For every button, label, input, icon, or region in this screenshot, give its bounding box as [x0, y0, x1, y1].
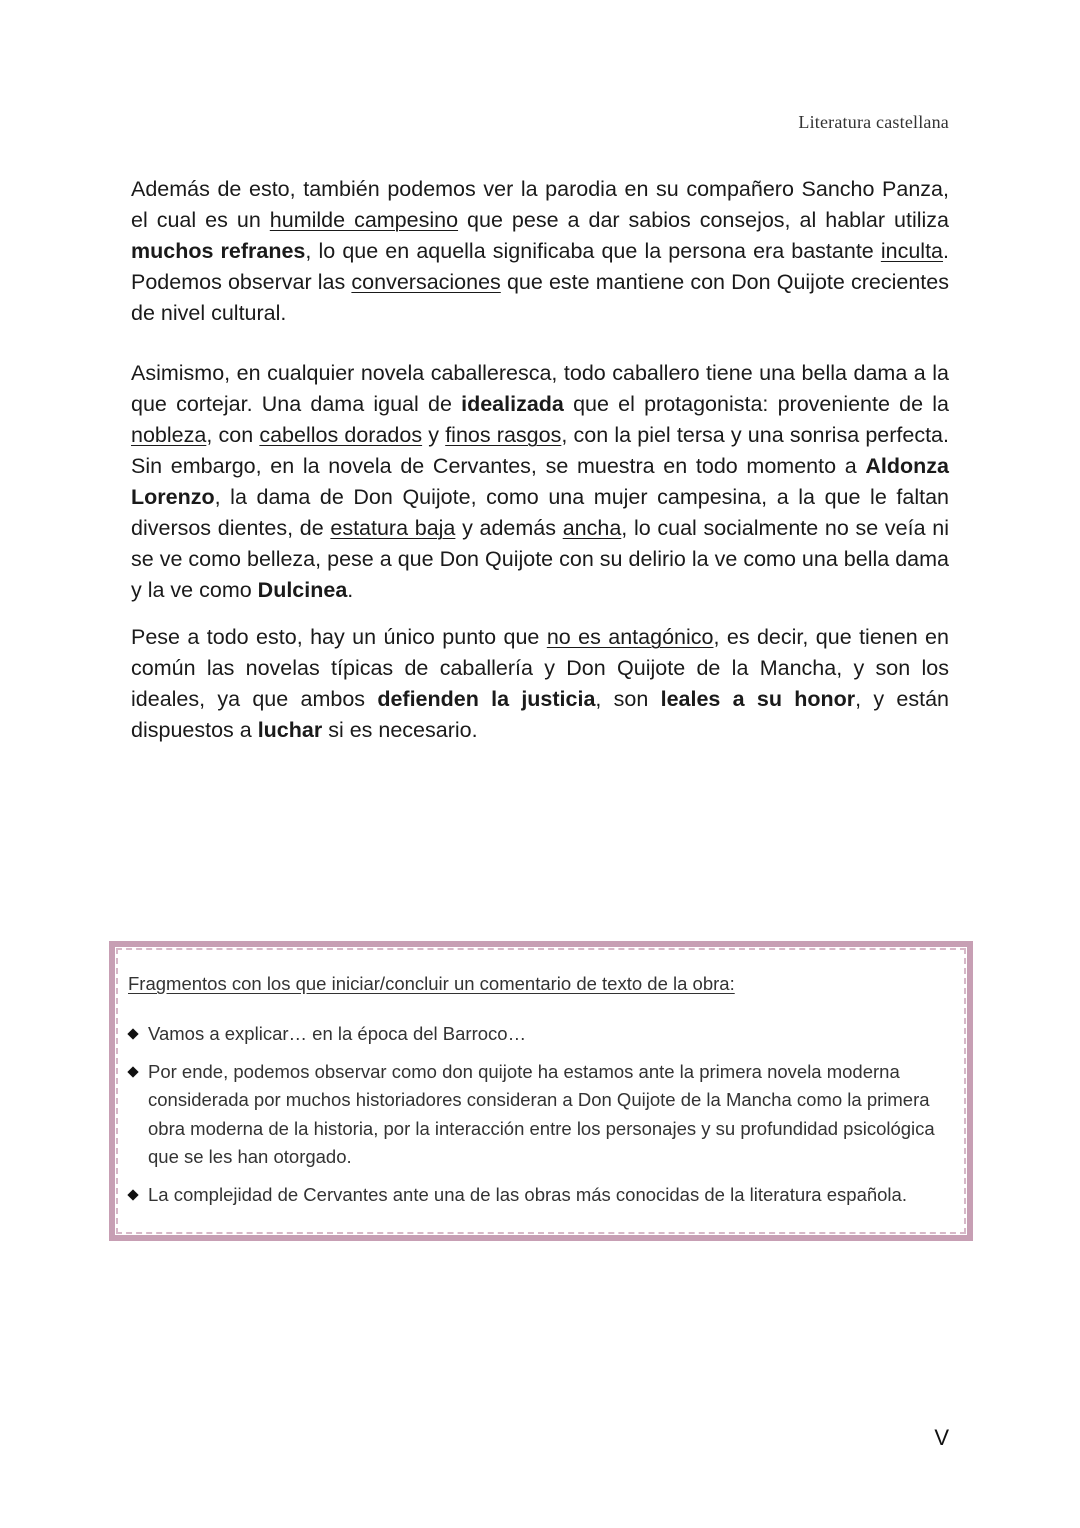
paragraph-ideales: Pese a todo esto, hay un único punto que no es antagónico, es decir, que tienen en común las novelas típicas de caballería y Don Quijote de la Mancha, y son los ideales, ya que ambos defienden la justicia, son leales a su honor, y están dispuestos a luchar si es necesario. — [131, 625, 949, 742]
page-number: V — [934, 1425, 949, 1450]
fragments-box-title: Fragmentos con los que iniciar/concluir un comentario de texto de la obra: — [128, 973, 735, 994]
running-header: Literatura castellana — [798, 112, 949, 132]
fragments-list — [127, 1020, 942, 1218]
diamond-bullet-icon — [127, 1189, 138, 1200]
list-item: Vamos a explicar… en la época del Barroco… — [127, 1020, 942, 1049]
list-item: Por ende, podemos observar como don quijote ha estamos ante la primera novela moderna considerada por muchos historiadores consideran a Don Quijote de la Mancha como la primera obra moderna de la historia, por la interacción entre los personajes y su profundidad psicológica que se les han otorgado. — [127, 1058, 942, 1172]
list-item: La complejidad de Cervantes ante una de las obras más conocidas de la literatura española. — [127, 1181, 942, 1210]
paragraph-sancho: Además de esto, también podemos ver la parodia en su compañero Sancho Panza, el cual es un humilde campesino que pese a dar sabios consejos, al hablar utiliza muchos refranes, lo que en aquella significaba que la persona era bastante inculta. Podemos observar las conversaciones que este mantiene con Don Quijote crecientes de nivel cultural. — [131, 177, 949, 325]
diamond-bullet-icon — [127, 1066, 138, 1077]
paragraph-dulcinea: Asimismo, en cualquier novela caballeresca, todo caballero tiene una bella dama a la que cortejar. Una dama igual de idealizada que el protagonista: proveniente de la nobleza, con cabellos dorados y finos rasgos, con la piel tersa y una sonrisa perfecta. Sin embargo, en la novela de Cervantes, se muestra en todo momento a Aldonza Lorenzo, la dama de Don Quijote, como una mujer campesina, a la que le faltan diversos dientes, de estatura baja y además ancha, lo cual socialmente no se veía ni se ve como belleza, pese a que Don Quijote con su delirio la ve como una bella dama y la ve como Dulcinea. — [131, 361, 949, 602]
diamond-bullet-icon — [127, 1028, 138, 1039]
